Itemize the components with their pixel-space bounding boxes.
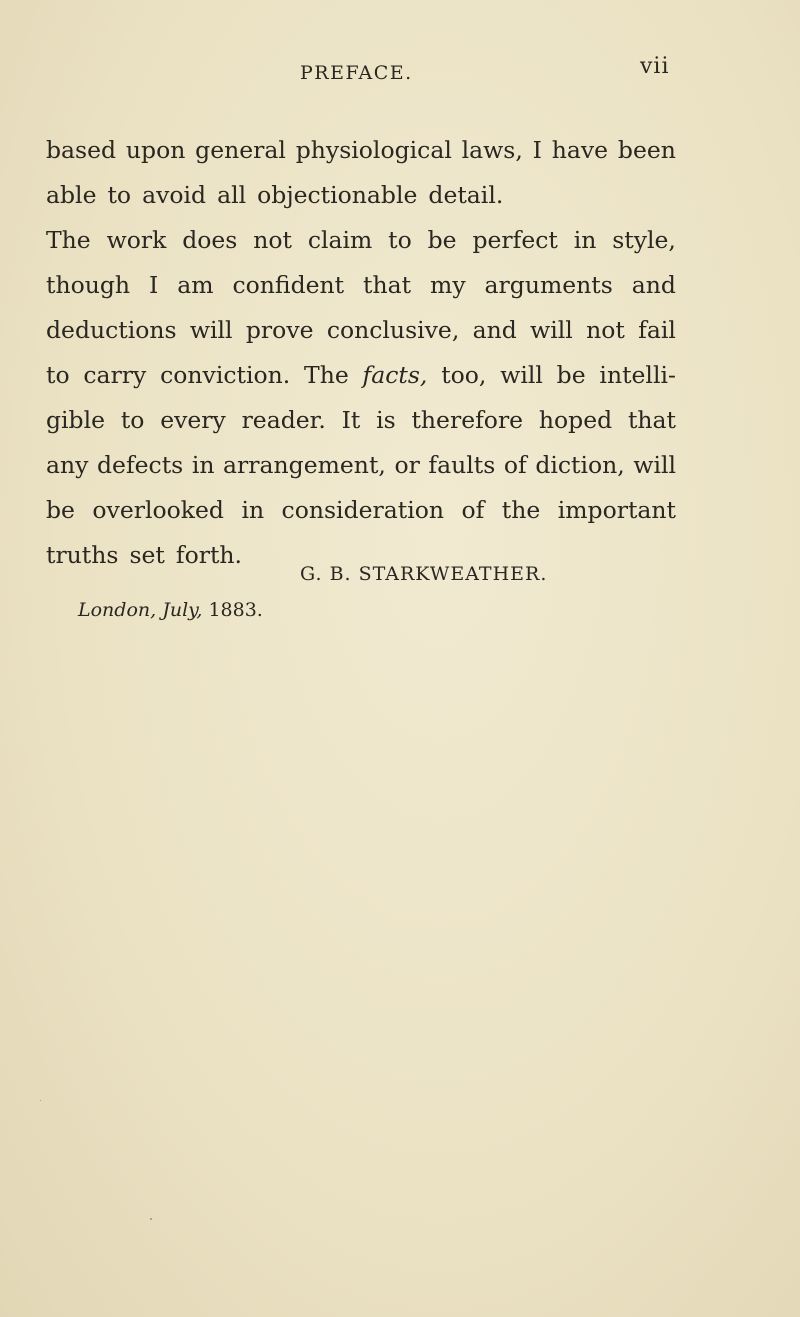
- dateline: [78, 599, 263, 621]
- word: It: [341, 406, 361, 434]
- word: carry: [83, 361, 147, 389]
- word: physiological: [295, 136, 452, 164]
- word: that: [627, 406, 676, 434]
- running-head-title: PREFACE.: [300, 62, 413, 84]
- paper-speck: [40, 1100, 41, 1101]
- text-line: [46, 308, 676, 353]
- word: overlooked: [92, 496, 224, 524]
- word: therefore: [411, 406, 524, 434]
- author-signature: G. B. STARKWEATHER.: [300, 563, 548, 585]
- dateline-year: 1883.: [208, 599, 263, 621]
- word: will: [633, 451, 676, 479]
- word: consideration: [281, 496, 445, 524]
- word: defects: [97, 451, 184, 479]
- word: style,: [612, 226, 676, 254]
- word: will: [530, 316, 573, 344]
- text-line: [46, 488, 676, 533]
- word: set: [129, 541, 165, 569]
- word: though: [46, 271, 131, 299]
- word: avoid: [142, 181, 207, 209]
- word: in: [241, 496, 265, 524]
- word: arguments: [484, 271, 613, 299]
- word: objectionable: [257, 181, 418, 209]
- word: facts,: [362, 361, 428, 389]
- word: my: [430, 271, 466, 299]
- text-line: [46, 353, 676, 398]
- word: in: [191, 451, 215, 479]
- word: truths: [46, 541, 119, 569]
- text-line: [46, 443, 676, 488]
- text-line: [46, 398, 676, 443]
- word: gible: [46, 406, 106, 434]
- word: been: [617, 136, 676, 164]
- word: the: [501, 496, 541, 524]
- word: have: [551, 136, 609, 164]
- word: does: [182, 226, 238, 254]
- word: important: [557, 496, 676, 524]
- word: to: [388, 226, 412, 254]
- dateline-place-date: London, July,: [78, 599, 203, 621]
- word: to: [107, 181, 132, 209]
- word: any: [46, 451, 89, 479]
- word: faults: [428, 451, 496, 479]
- text-line: [46, 173, 676, 218]
- word: able: [46, 181, 97, 209]
- word: conviction.: [160, 361, 291, 389]
- word: to: [46, 361, 70, 389]
- word: be: [46, 496, 75, 524]
- word: am: [177, 271, 214, 299]
- word: upon: [125, 136, 186, 164]
- word: claim: [307, 226, 373, 254]
- word: I: [532, 136, 542, 164]
- word: diction,: [535, 451, 625, 479]
- word: deductions: [46, 316, 177, 344]
- word: that: [363, 271, 412, 299]
- page-number: vii: [640, 54, 670, 79]
- word: perfect: [472, 226, 558, 254]
- word: laws,: [461, 136, 523, 164]
- word: to: [120, 406, 145, 434]
- word: work: [106, 226, 167, 254]
- paper-speck: [150, 1218, 152, 1220]
- word: of: [461, 496, 485, 524]
- word: or: [394, 451, 420, 479]
- word: prove: [245, 316, 314, 344]
- word: will: [500, 361, 543, 389]
- text-line: [46, 218, 676, 263]
- word: general: [195, 136, 286, 164]
- text-line: [46, 263, 676, 308]
- word: intelli-: [599, 361, 676, 389]
- word: too,: [441, 361, 487, 389]
- word: hoped: [538, 406, 613, 434]
- word: of: [503, 451, 527, 479]
- word: based: [46, 136, 117, 164]
- text-line: [46, 128, 676, 173]
- word: be: [427, 226, 457, 254]
- word: be: [556, 361, 586, 389]
- word: all: [217, 181, 247, 209]
- word: in: [573, 226, 597, 254]
- word: The: [46, 226, 91, 254]
- word: detail.: [428, 181, 504, 209]
- word: is: [376, 406, 396, 434]
- word: and: [631, 271, 676, 299]
- word: will: [189, 316, 233, 344]
- word: reader.: [241, 406, 326, 434]
- word: and: [472, 316, 517, 344]
- word: fail: [638, 316, 676, 344]
- word: every: [160, 406, 226, 434]
- word: not: [586, 316, 625, 344]
- word: The: [304, 361, 349, 389]
- word: conclusive,: [326, 316, 460, 344]
- word: confident: [232, 271, 345, 299]
- preface-body: [46, 128, 676, 578]
- word: arrangement,: [223, 451, 386, 479]
- word: not: [253, 226, 292, 254]
- word: forth.: [175, 541, 243, 569]
- word: I: [148, 271, 159, 299]
